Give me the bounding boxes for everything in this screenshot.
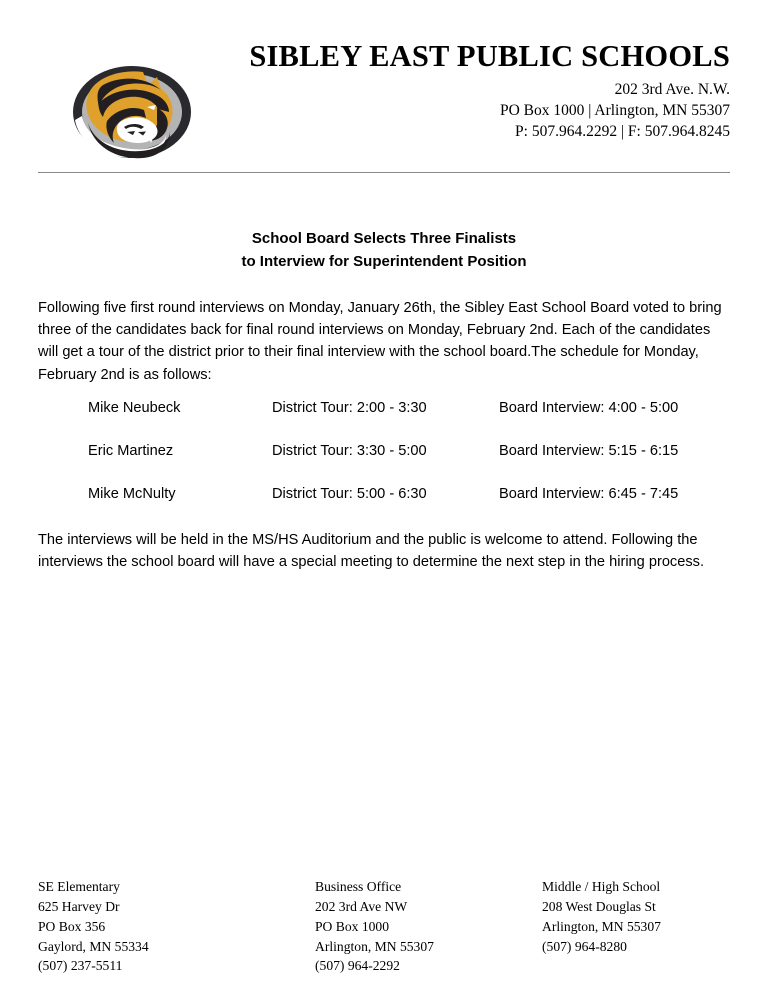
footer-line: Middle / High School: [542, 879, 661, 894]
footer-column-middle-high-school: [542, 877, 661, 956]
district-tour-time: District Tour: 3:30 - 5:00: [272, 443, 427, 459]
board-interview-time: Board Interview: 5:15 - 6:15: [499, 443, 679, 459]
footer-line: (507) 964-2292: [315, 958, 400, 974]
candidate-name: Mike McNulty: [88, 486, 176, 502]
footer-line: Gaylord, MN 55334: [38, 938, 149, 954]
closing-paragraph: The interviews will be held in the MS/HS Auditorium and the public is welcome to attend. Following the interviews the school board will have a special meeting to determine the next step in the hiring process.: [38, 532, 704, 571]
footer-line: Arlington, MN 55307: [542, 918, 661, 934]
footer-line: PO Box 356: [38, 918, 106, 934]
candidate-name: Eric Martinez: [88, 443, 174, 459]
footer-column-se-elementary: [38, 877, 149, 976]
board-interview-time: Board Interview: 6:45 - 7:45: [499, 486, 679, 502]
intro-paragraph: Following five first round interviews on Monday, January 26th, the Sibley East School Board voted to bring three of the candidates back for final round interviews on Monday, February 2nd. Each of the candidates will get a tour of the district prior to their final interview with the school board.The schedule for Monday, February 2nd is as follows:: [38, 300, 722, 383]
organization-header: [230, 40, 730, 143]
board-interview-time: Board Interview: 4:00 - 5:00: [499, 400, 679, 416]
district-tour-time: District Tour: 5:00 - 6:30: [272, 486, 427, 502]
footer-column-business-office: [315, 877, 434, 976]
footer-line: SE Elementary: [38, 879, 120, 894]
footer-line: 208 West Douglas St: [542, 898, 656, 914]
candidate-name: Mike Neubeck: [88, 400, 181, 416]
schedule-row: [38, 486, 730, 529]
footer-line: Arlington, MN 55307: [315, 938, 434, 954]
organization-name: SIBLEY EAST PUBLIC SCHOOLS: [249, 39, 730, 73]
footer-line: Business Office: [315, 879, 402, 894]
interview-schedule: [38, 400, 730, 529]
page-title-line-2: to Interview for Superintendent Position: [241, 252, 527, 270]
footer-line: (507) 964-8280: [542, 938, 627, 954]
footer-line: 625 Harvey Dr: [38, 898, 120, 914]
footer-line: 202 3rd Ave NW: [315, 898, 408, 914]
district-tour-time: District Tour: 2:00 - 3:30: [272, 400, 427, 416]
address-line-3: P: 507.964.2292 | F: 507.964.8245: [515, 123, 730, 141]
footer: [38, 877, 738, 987]
schedule-row: [38, 400, 730, 443]
address-line-2: PO Box 1000 | Arlington, MN 55307: [499, 102, 730, 120]
page-title-line-1: School Board Selects Three Finalists: [251, 230, 517, 247]
footer-line: (507) 237-5511: [38, 958, 123, 974]
page-title: [38, 228, 730, 274]
schedule-row: [38, 443, 730, 486]
sibley-east-wildcat-mascot-logo-icon: [68, 60, 196, 164]
footer-line: PO Box 1000: [315, 918, 390, 934]
header-divider: [38, 172, 730, 173]
organization-address: [230, 79, 730, 143]
address-line-1: 202 3rd Ave. N.W.: [614, 80, 730, 98]
letterhead: [0, 0, 768, 172]
